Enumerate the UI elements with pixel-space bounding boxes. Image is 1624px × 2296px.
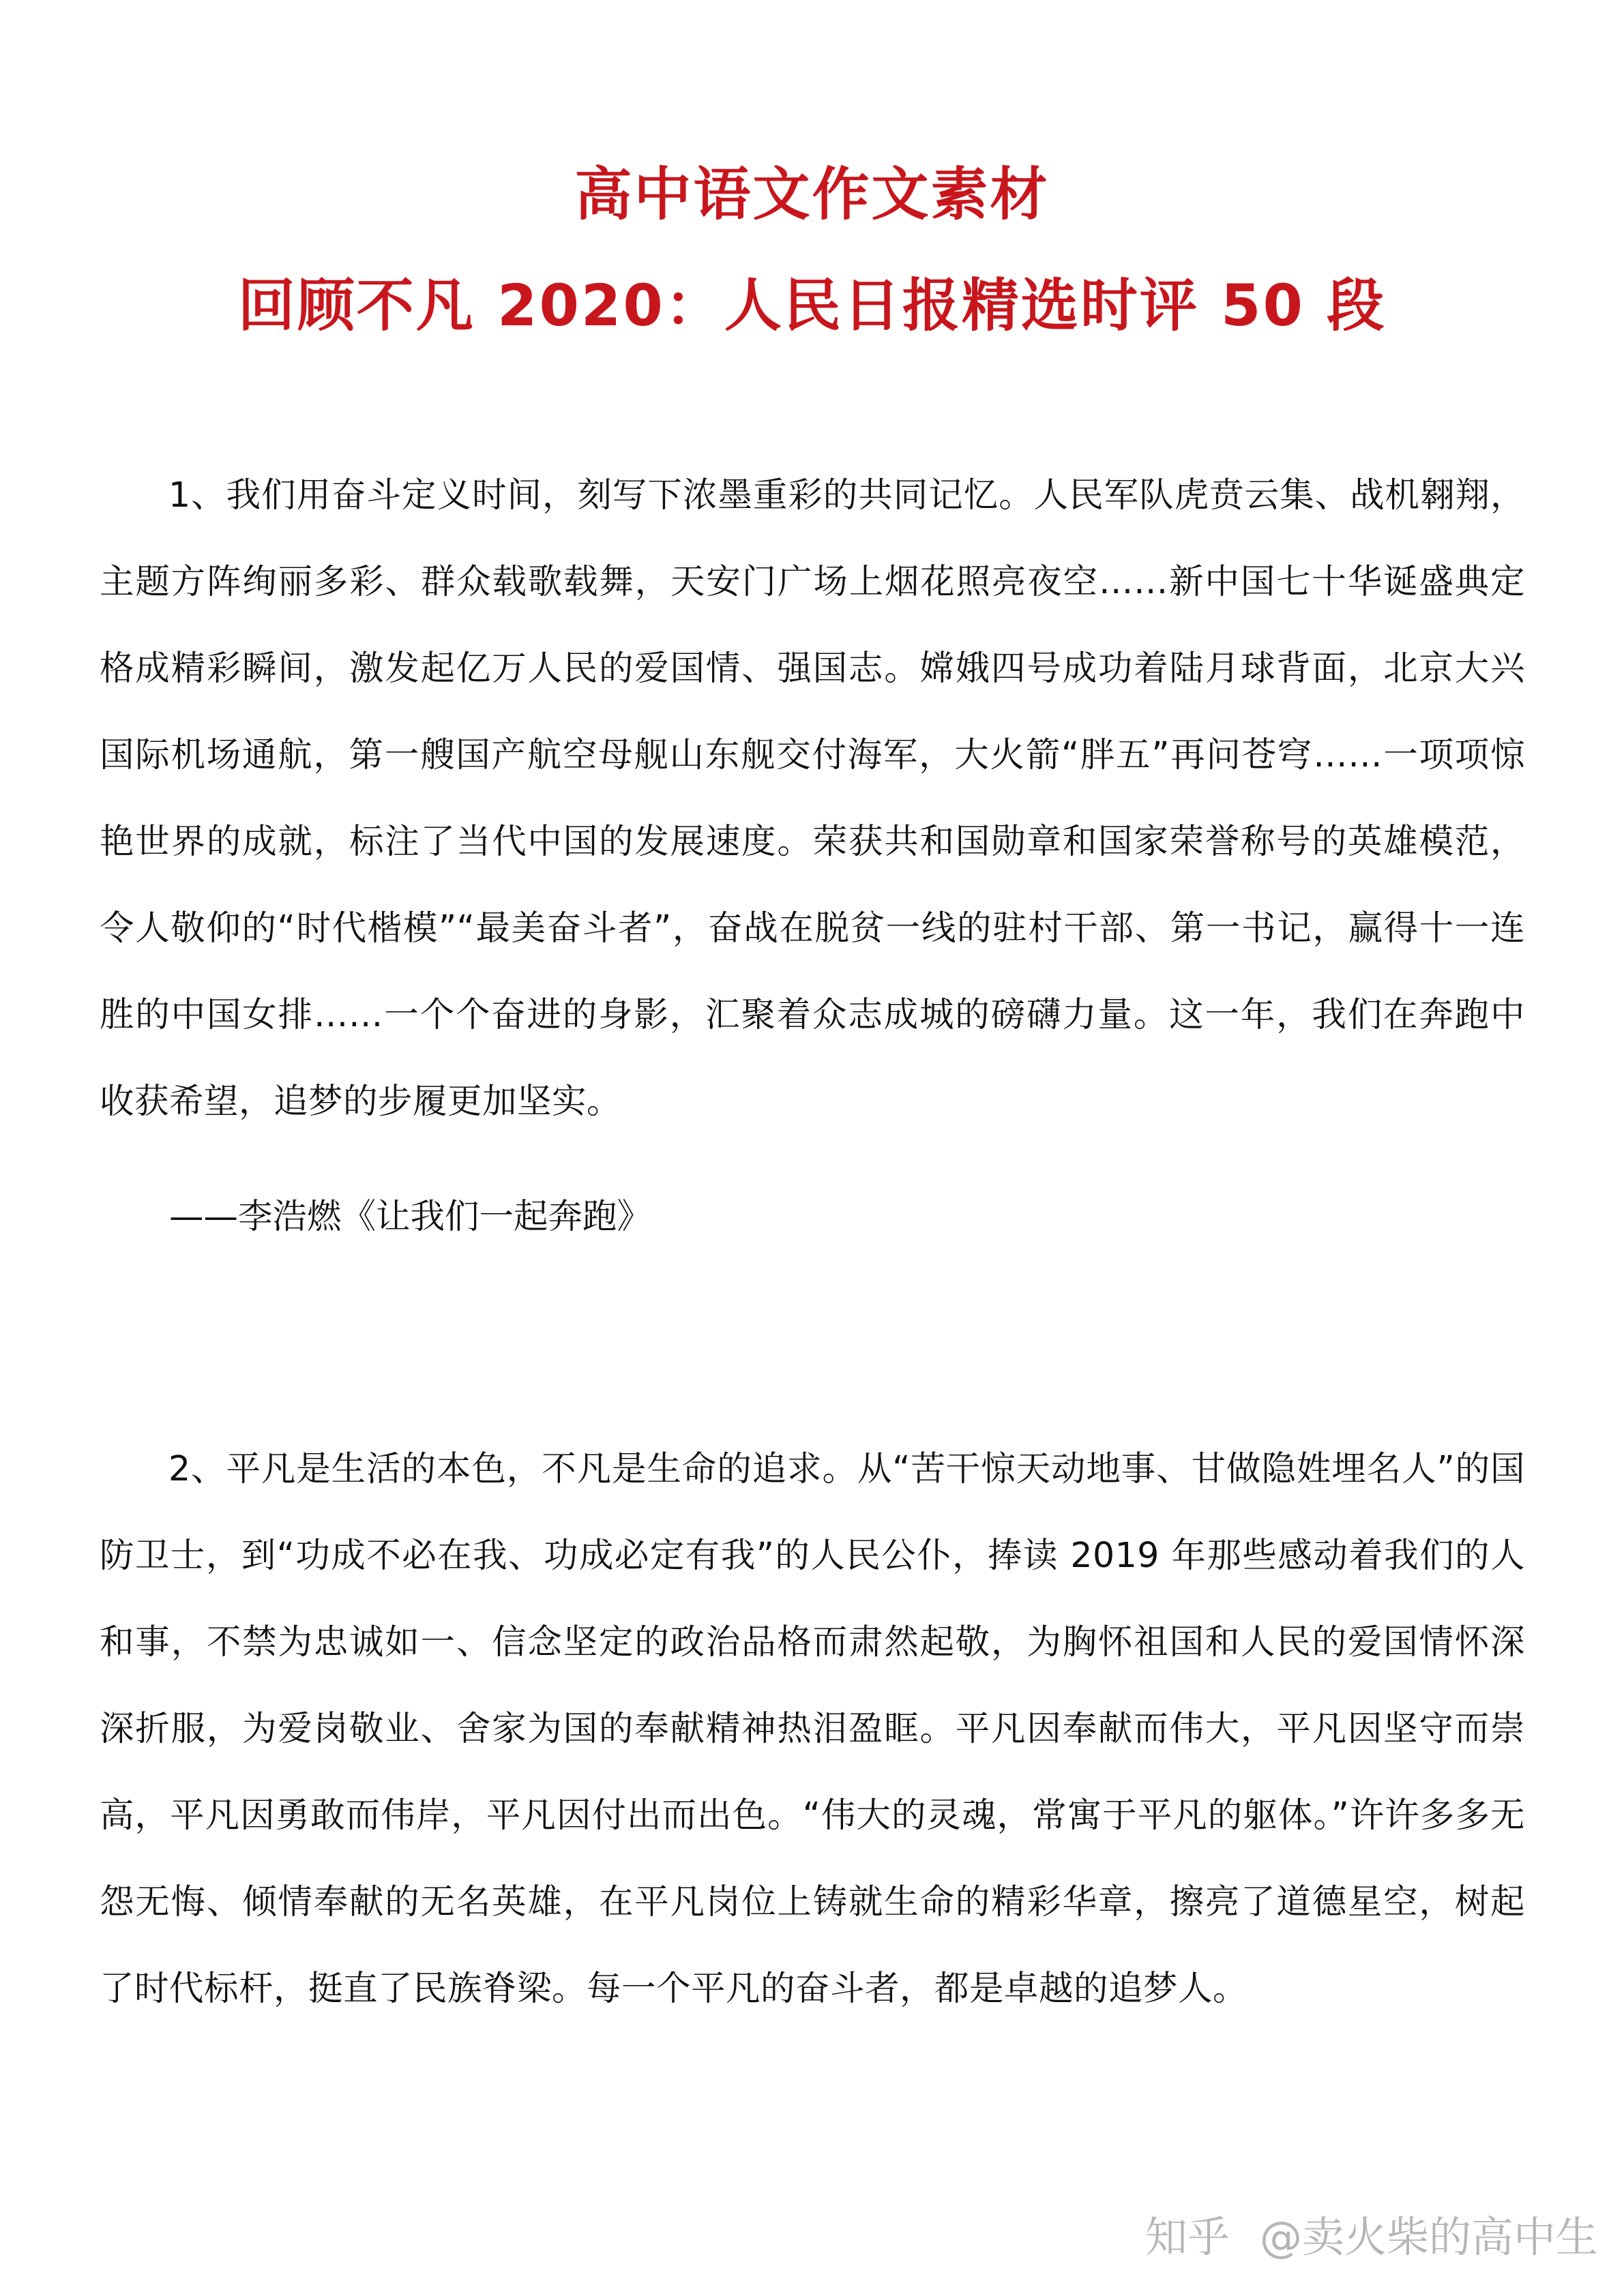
paragraph-1: 1、我们用奋斗定义时间，刻写下浓墨重彩的共同记忆。人民军队虎贲云集、战机翱翔，主题方阵绚丽多彩、群众载歌载舞，天安门广场上烟花照亮夜空……新中国七十华诞盛典定格成精彩瞬间，激发起亿万人民的爱国情、强国志。嫦娥四号成功着陆月球背面，北京大兴国际机场通航，第一艘国产航空母舰山东舰交付海军，大火箭“胖五”再问苍穹……一项项惊艳世界的成就，标注了当代中国的发展速度。荣获共和国勋章和国家荣誉称号的英雄模范，令人敬仰的“时代楷模”“最美奋斗者”，奋战在脱贫一线的驻村干部、第一书记，赢得十一连胜的中国女排……一个个奋进的身影，汇聚着众志成城的磅礴力量。这一年，我们在奔跑中收获希望，追梦的步履更加坚实。: [100, 475, 1525, 1121]
paragraph-2: 2、平凡是生活的本色，不凡是生命的追求。从“苦干惊天动地事、甘做隐姓埋名人”的国防卫士，到“功成不必在我、功成必定有我”的人民公仆，捧读 2019 年那些感动着我们的人和事，不禁为忠诚如一、信念坚定的政治品格而肃然起敬，为胸怀祖国和人民的爱国情怀深深折服，为爱岗敬业、舍家为国的奉献精神热泪盈眶。平凡因奉献而伟大，平凡因坚守而崇高，平凡因勇敢而伟岸，平凡因付出而出色。“伟大的灵魂，常寓于平凡的躯体。”许许多多无怨无悔、倾情奉献的无名英雄，在平凡岗位上铸就生命的精彩华章，擦亮了道德星空，树起了时代标杆，挺直了民族脊梁。每一个平凡的奋斗者，都是卓越的追梦人。: [100, 1448, 1525, 2008]
watermark: [1145, 2207, 1598, 2268]
document-title: 高中语文作文素材: [574, 161, 1050, 228]
watermark-author: @卖火柴的高中生: [1259, 2212, 1598, 2262]
paragraph-1-attribution: ——李浩燃《让我们一起奔跑》: [169, 1196, 651, 1236]
document-subtitle: 回顾不凡 2020：人民日报精选时评 50 段: [237, 272, 1387, 339]
watermark-site: 知乎: [1145, 2212, 1230, 2262]
